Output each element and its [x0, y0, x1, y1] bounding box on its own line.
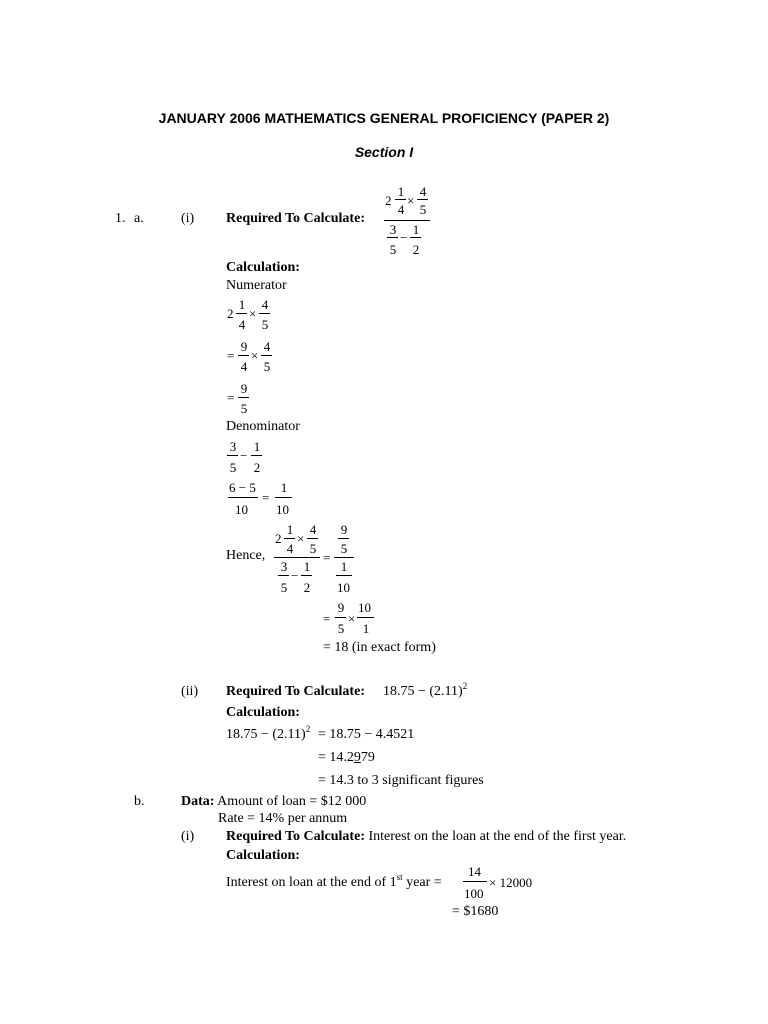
- result-exact: = 18 (in exact form): [323, 640, 436, 655]
- fraction-bar: [251, 455, 262, 456]
- value-part: = 14.2: [318, 750, 354, 765]
- ordinal-suffix: st: [396, 872, 403, 882]
- fraction-bar: [228, 497, 258, 498]
- numerator: 4: [263, 339, 271, 354]
- numerator: 1: [303, 559, 311, 574]
- interest-line: [226, 872, 442, 890]
- numerator-label: Numerator: [226, 278, 287, 293]
- calc-line-1-right: = 18.75 − 4.4521: [318, 727, 415, 742]
- fraction-bar: [278, 575, 289, 576]
- denominator: 5: [309, 541, 317, 556]
- rtc-label: Required To Calculate:: [226, 684, 365, 699]
- denominator: 4: [286, 541, 294, 556]
- fraction-bar: [335, 617, 346, 618]
- calculation-label: Calculation:: [226, 260, 300, 275]
- fraction-bar: [338, 538, 349, 539]
- times-sign: ×: [297, 531, 305, 546]
- expression-text: 18.75 − (2.11): [383, 684, 463, 699]
- rtc-label: Required To Calculate:: [226, 829, 365, 844]
- numerator: 3: [229, 439, 237, 454]
- fraction-bar: [259, 313, 270, 314]
- denominator: 5: [261, 317, 269, 332]
- rtc-expression: [383, 681, 468, 699]
- denominator: 4: [238, 317, 246, 332]
- denominator: 2: [412, 242, 420, 257]
- numerator: 9: [337, 600, 345, 615]
- main-fraction-bar: [334, 557, 354, 558]
- numerator: 10: [358, 600, 371, 615]
- fraction-bar: [336, 575, 352, 576]
- denominator: 5: [419, 202, 427, 217]
- main-fraction-bar: [274, 557, 320, 558]
- fraction-bar: [275, 497, 292, 498]
- exponent: 2: [462, 681, 468, 691]
- numerator: 3: [280, 559, 288, 574]
- denominator: 10: [337, 580, 350, 595]
- fraction-bar: [307, 538, 318, 539]
- interest-text: Interest on loan at the end of 1: [226, 875, 397, 890]
- interest-text: year =: [402, 875, 442, 890]
- equals-sign: =: [262, 490, 270, 505]
- fraction-bar: [410, 237, 421, 238]
- times-sign: ×: [249, 306, 257, 321]
- fraction-bar: [238, 397, 249, 398]
- rtc-line: [226, 830, 626, 844]
- underlined-digit: 9: [353, 750, 361, 765]
- fraction-bar: [395, 199, 406, 200]
- denominator: 5: [389, 242, 397, 257]
- denominator: 5: [263, 359, 271, 374]
- multiplier: × 12000: [489, 875, 533, 890]
- equals-sign: =: [227, 390, 235, 405]
- fraction-bar: [357, 617, 374, 618]
- equals-sign: =: [323, 611, 331, 626]
- fraction-bar: [301, 575, 312, 576]
- whole-number: 2: [227, 306, 234, 321]
- fraction-bar: [236, 313, 247, 314]
- loan-amount: Amount of loan = $12 000: [217, 794, 367, 809]
- times-sign: ×: [348, 611, 356, 626]
- denominator: 2: [303, 580, 311, 595]
- minus-sign: −: [291, 568, 299, 583]
- expression-text: 18.75 − (2.11): [226, 727, 306, 742]
- denominator: 5: [340, 541, 348, 556]
- rtc-label: Required To Calculate:: [226, 211, 365, 226]
- fraction-bar: [417, 199, 428, 200]
- numerator: 1: [238, 297, 246, 312]
- denominator: 5: [280, 580, 288, 595]
- fraction-bar: [463, 881, 487, 882]
- subpart-label: (ii): [181, 684, 199, 699]
- numerator: 9: [340, 522, 348, 537]
- denominator: 100: [464, 886, 484, 901]
- numerator: 4: [309, 522, 317, 537]
- fraction-bar: [387, 237, 398, 238]
- numerator: 1: [397, 184, 405, 199]
- subpart-label: (i): [181, 829, 195, 844]
- numerator: 9: [240, 381, 248, 396]
- data-line: [181, 795, 366, 809]
- part-label: a.: [134, 211, 144, 226]
- fraction-bar: [238, 355, 249, 356]
- fraction-bar: [284, 538, 295, 539]
- calc-line-3: = 14.3 to 3 significant figures: [318, 773, 484, 788]
- calc-line-1-left: [226, 724, 311, 742]
- numerator: 1: [286, 522, 294, 537]
- whole-number: 2: [275, 531, 282, 546]
- interest-result: = $1680: [452, 904, 499, 919]
- question-number: 1.: [115, 211, 126, 226]
- hence-label: Hence,: [226, 548, 266, 563]
- equals-sign: =: [227, 348, 235, 363]
- numerator: 3: [389, 222, 397, 237]
- denominator: 4: [240, 359, 248, 374]
- rtc-text: Interest on the loan at the end of the first year.: [368, 829, 627, 844]
- denominator: 5: [240, 401, 248, 416]
- denominator: 10: [235, 502, 248, 517]
- subpart-label: (i): [181, 211, 195, 226]
- rate-line: Rate = 14% per annum: [218, 811, 348, 826]
- value-part: 79: [360, 750, 375, 765]
- numerator: 1: [253, 439, 261, 454]
- denominator: 5: [337, 621, 345, 636]
- page-title: JANUARY 2006 MATHEMATICS GENERAL PROFICIENCY (PAPER 2): [158, 110, 610, 126]
- data-label: Data:: [181, 794, 215, 809]
- calculation-label: Calculation:: [226, 848, 300, 863]
- calc-line-2: [318, 751, 375, 765]
- main-fraction-bar: [384, 220, 430, 221]
- numerator: 4: [419, 184, 427, 199]
- denominator-label: Denominator: [226, 419, 300, 434]
- denominator: 2: [253, 460, 261, 475]
- numerator: 9: [240, 339, 248, 354]
- numerator: 6 − 5: [229, 480, 256, 495]
- calculation-label: Calculation:: [226, 705, 300, 720]
- fraction-bar: [261, 355, 272, 356]
- numerator: 1: [340, 559, 348, 574]
- exponent: 2: [305, 724, 311, 734]
- part-label: b.: [134, 794, 145, 809]
- equals-sign: =: [323, 550, 331, 565]
- fraction-bar: [227, 455, 238, 456]
- minus-sign: −: [400, 230, 408, 245]
- minus-sign: −: [240, 448, 248, 463]
- numerator: 4: [261, 297, 269, 312]
- numerator: 14: [468, 864, 481, 879]
- denominator: 4: [397, 202, 405, 217]
- denominator: 5: [229, 460, 237, 475]
- denominator: 10: [276, 502, 289, 517]
- times-sign: ×: [407, 193, 415, 208]
- numerator: 1: [412, 222, 420, 237]
- denominator: 1: [362, 621, 370, 636]
- whole-number: 2: [385, 193, 392, 208]
- section-heading: Section I: [354, 144, 414, 160]
- numerator: 1: [280, 480, 288, 495]
- times-sign: ×: [251, 348, 259, 363]
